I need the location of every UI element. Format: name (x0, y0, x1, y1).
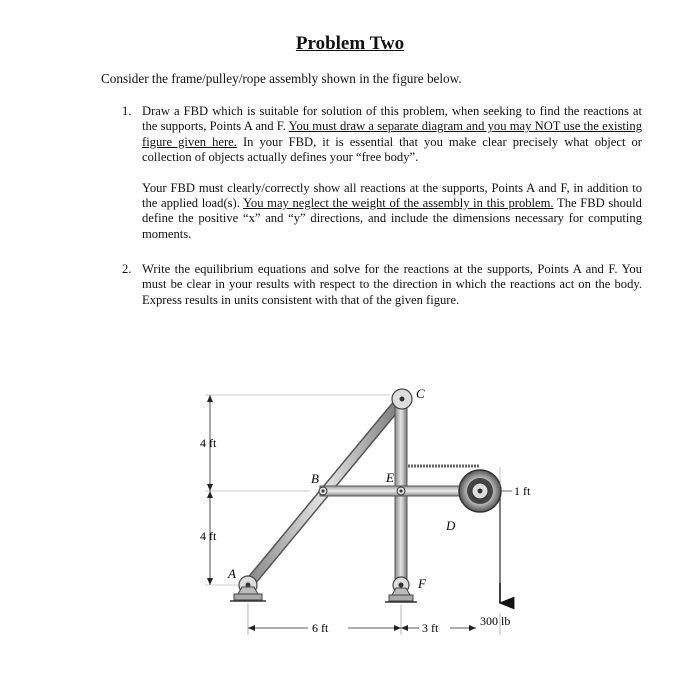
text-run: Draw a FBD which is suitable for solution of this problem, when seeking to find the reactions at the supports, Points A and F. (142, 104, 642, 134)
dim-af-horizontal: 6 ft (312, 621, 329, 635)
item-number: 1. (122, 104, 132, 118)
pulley-radius-dimension (500, 467, 531, 498)
text-run: In your FBD, it is essential that you make clear precisely what object or collection of objects actually defines your “free body”. (142, 134, 642, 165)
item-body (142, 104, 642, 242)
dim-fload-horizontal: 3 ft (422, 621, 439, 635)
item-body (142, 262, 642, 308)
dim-upper-height: 4 ft (200, 436, 217, 450)
frame-pulley-figure (180, 375, 540, 645)
label-f: F (418, 576, 426, 591)
label-e: E (386, 470, 394, 485)
item-paragraph: Write the equilibrium equations and solve for the reactions at the supports, Points A and F. You must be clear in your results with respect to the direction in which the reactions act on the body. Express results in units consistent with that of the given figure. (142, 262, 642, 307)
item-paragraph (142, 104, 642, 166)
label-a: A (228, 566, 236, 581)
load-label: 300 lb (480, 614, 511, 628)
support-f (385, 577, 417, 602)
underlined-text: You may neglect the weight of the assembly in this problem. (243, 196, 554, 211)
page-title: Problem Two (295, 33, 405, 54)
text-run: The FBD should define the positive “x” and “y” directions, and include the dimensions necessary for computing moments. (142, 196, 642, 241)
item-number: 2. (122, 262, 132, 276)
label-c: C (416, 386, 425, 401)
horizontal-dimension (248, 603, 500, 635)
pulley (459, 470, 501, 512)
dim-lower-height: 4 ft (200, 529, 217, 543)
label-d: D (446, 518, 456, 533)
label-b: B (311, 471, 319, 486)
dim-pulley-radius: 1 ft (514, 484, 531, 498)
text-run: Your FBD must clearly/correctly show all reactions at the supports, Points A and F, in addition to the applied load(s). (142, 180, 642, 211)
intro-text: Consider the frame/pulley/rope assembly shown in the figure below. (101, 71, 462, 86)
problem-item-2 (122, 262, 642, 308)
load-arrow (480, 583, 510, 628)
item-paragraph (142, 181, 642, 243)
problem-item-1 (122, 104, 642, 242)
underlined-text: You must draw a separate diagram and you may NOT use the existing figure given here. (142, 119, 642, 149)
